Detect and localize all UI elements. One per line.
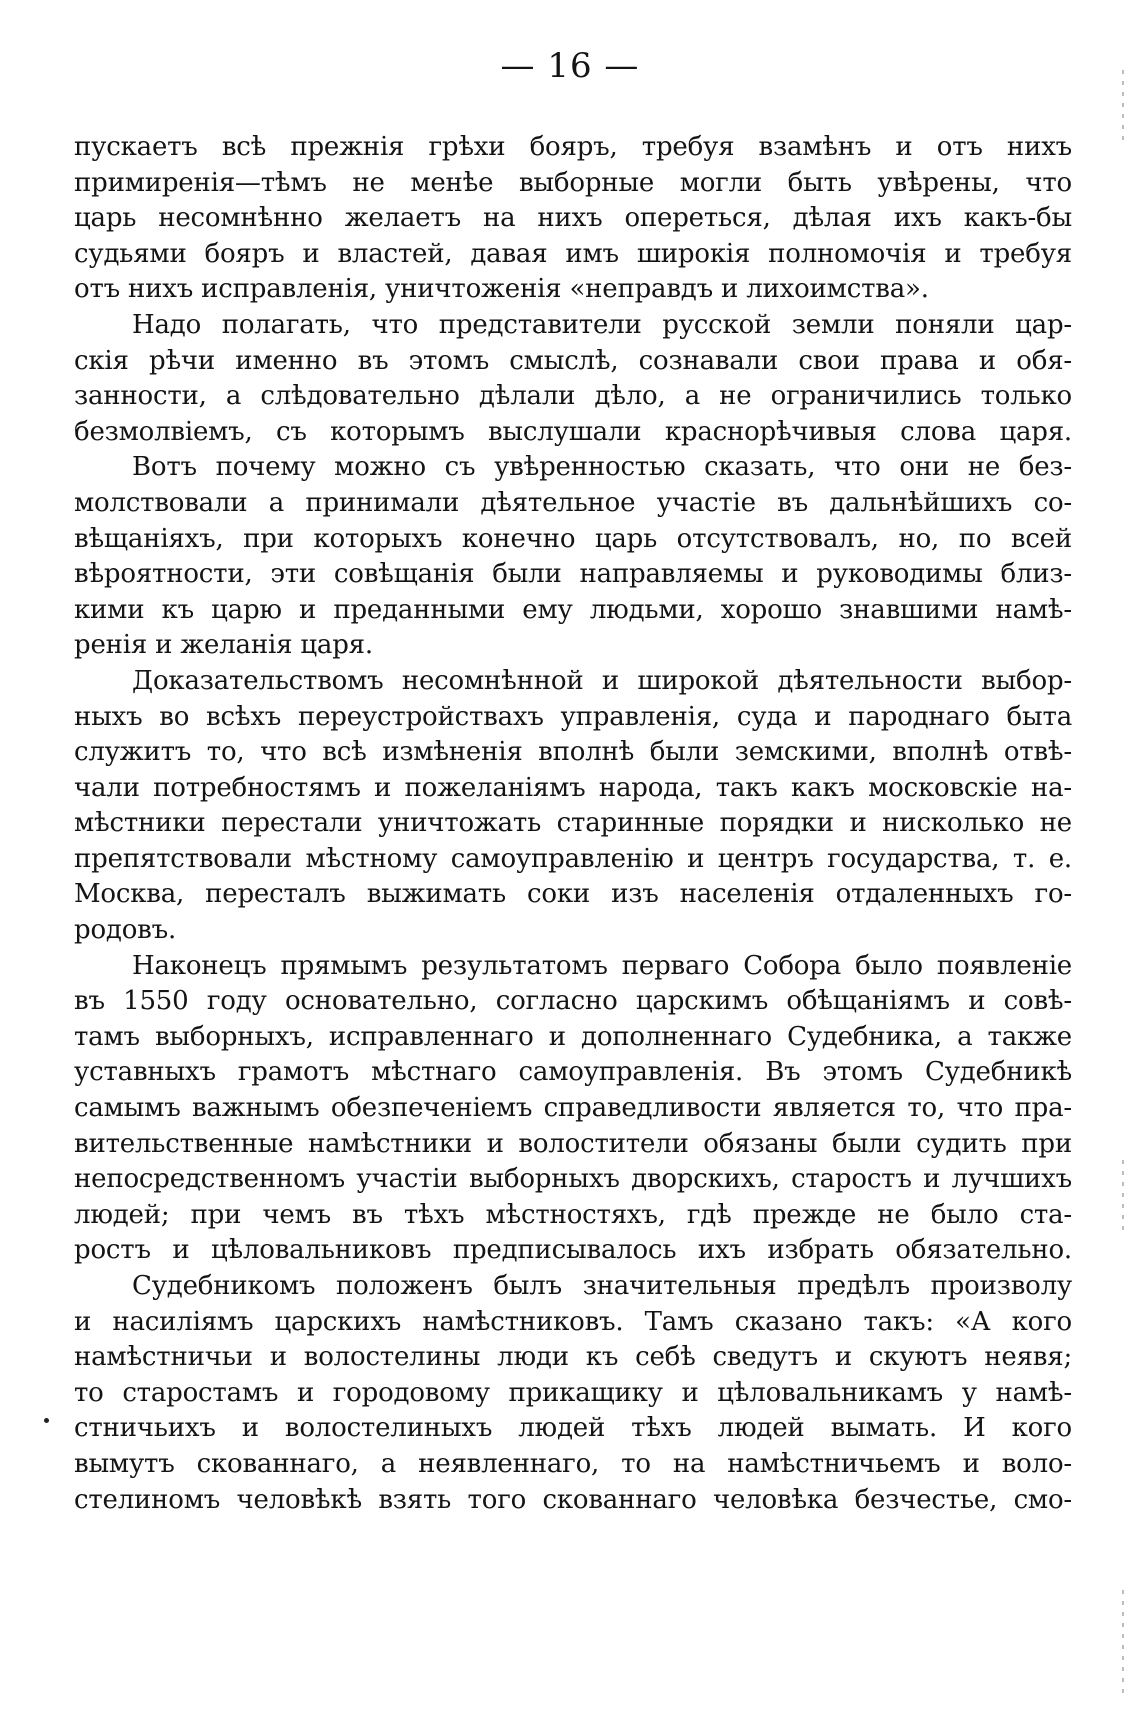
scan-edge-mark bbox=[1122, 1160, 1124, 1230]
text-line: то старостамъ и городовому прикащику и цѣловальникамъ у намѣ- bbox=[74, 1377, 1072, 1408]
text-line: въ 1550 году основательно, согласно царскимъ обѣщаніямъ и совѣ- bbox=[74, 986, 1072, 1017]
text-line: кими къ царю и преданными ему людьми, хорошо знавшими намѣ- bbox=[74, 594, 1072, 625]
scan-edge-mark bbox=[1122, 1590, 1124, 1700]
text-line: и насиліямъ царскихъ намѣстниковъ. Тамъ сказано такъ: «А кого bbox=[74, 1306, 1072, 1337]
text-line: вѣроятности, эти совѣщанія были направляемы и руководимы близ- bbox=[74, 559, 1072, 590]
text-line: скія рѣчи именно въ этомъ смыслѣ, сознавали свои права и обя- bbox=[74, 345, 1072, 376]
text-line: непосредственномъ участіи выборныхъ дворскихъ, старостъ и лучшихъ bbox=[74, 1164, 1072, 1195]
paragraph-start: Вотъ почему можно съ увѣренностью сказать, что они не без- bbox=[132, 452, 1072, 483]
scan-speck bbox=[44, 1418, 49, 1423]
text-line: намѣстничьи и волостелины люди къ себѣ сведутъ и скуютъ неявя; bbox=[74, 1342, 1072, 1373]
text-line: самымъ важнымъ обезпеченіемъ справедливости является то, что пра- bbox=[74, 1093, 1072, 1124]
paragraph-start: Наконецъ прямымъ результатомъ перваго Собора было появленіе bbox=[132, 950, 1072, 981]
text-line: ныхъ во всѣхъ переустройствахъ управленія, суда и пароднаго быта bbox=[74, 701, 1072, 732]
body-text bbox=[74, 130, 1072, 1518]
paragraph-start: Судебникомъ положенъ былъ значительныя предѣлъ произволу bbox=[132, 1271, 1072, 1301]
text-line: безмолвіемъ, съ которымъ выслушали краснорѣчивыя слова царя. bbox=[74, 416, 1072, 447]
text-line: вымутъ скованнаго, а неявленнаго, то на намѣстничьемъ и воло- bbox=[74, 1448, 1072, 1479]
text-line: препятствовали мѣстному самоуправленію и центръ государства, т. е. bbox=[74, 843, 1072, 874]
text-line: занности, а слѣдовательно дѣлали дѣло, а не ограничились только bbox=[74, 381, 1072, 412]
text-line: Москва, пересталъ выжимать соки изъ населенія отдаленныхъ го- bbox=[74, 879, 1072, 910]
text-line: ренія и желанія царя. bbox=[74, 630, 373, 661]
text-line: родовъ. bbox=[74, 915, 177, 946]
text-line: тамъ выборныхъ, исправленнаго и дополненнаго Судебника, а также bbox=[74, 1021, 1072, 1052]
paragraph-start: Надо полагать, что представители русской земли поняли цар- bbox=[132, 309, 1072, 340]
text-line: примиренія—тѣмъ не менѣе выборные могли быть увѣрены, что bbox=[74, 167, 1072, 198]
text-line: царь несомнѣнно желаетъ на нихъ опереться, дѣлая ихъ какъ-бы bbox=[74, 203, 1072, 234]
paragraph-start: Доказательствомъ несомнѣнной и широкой дѣятельности выбор- bbox=[132, 665, 1072, 696]
text-line: стелиномъ человѣкѣ взять того скованнаго человѣка безчестье, смо- bbox=[74, 1484, 1072, 1515]
text-line: вительственные намѣстники и волостители обязаны были судить при bbox=[74, 1128, 1072, 1159]
text-line: судьями бояръ и властей, давая имъ широкія полномочія и требуя bbox=[74, 238, 1072, 269]
text-line: отъ нихъ исправленія, уничтоженія «неправдъ и лихоимства». bbox=[74, 274, 929, 305]
text-line: ростъ и цѣловальниковъ предписывалось ихъ избрать обязательно. bbox=[74, 1235, 1072, 1266]
text-line: мѣстники перестали уничтожать старинные порядки и нисколько не bbox=[74, 808, 1072, 839]
page-number: — 16 — bbox=[500, 46, 640, 86]
scan-edge-mark bbox=[1122, 70, 1124, 140]
text-line: людей; при чемъ въ тѣхъ мѣстностяхъ, гдѣ прежде не было ста- bbox=[74, 1199, 1072, 1230]
text-line: уставныхъ грамотъ мѣстнаго самоуправленія. Въ этомъ Судебникѣ bbox=[74, 1057, 1072, 1088]
text-line: вѣщаніяхъ, при которыхъ конечно царь отсутствовалъ, но, по всей bbox=[74, 523, 1072, 554]
text-line: служитъ то, что всѣ измѣненія вполнѣ были земскими, вполнѣ отвѣ- bbox=[74, 737, 1072, 768]
text-line: чали потребностямъ и пожеланіямъ народа, такъ какъ московскіе на- bbox=[74, 772, 1072, 803]
text-line: стничьихъ и волостелиныхъ людей тѣхъ людей вымать. И кого bbox=[74, 1413, 1072, 1444]
text-line: молствовали а принимали дѣятельное участіе въ дальнѣйшихъ со- bbox=[74, 487, 1072, 518]
text-line: пускаетъ всѣ прежнія грѣхи бояръ, требуя взамѣнъ и отъ нихъ bbox=[74, 132, 1072, 162]
